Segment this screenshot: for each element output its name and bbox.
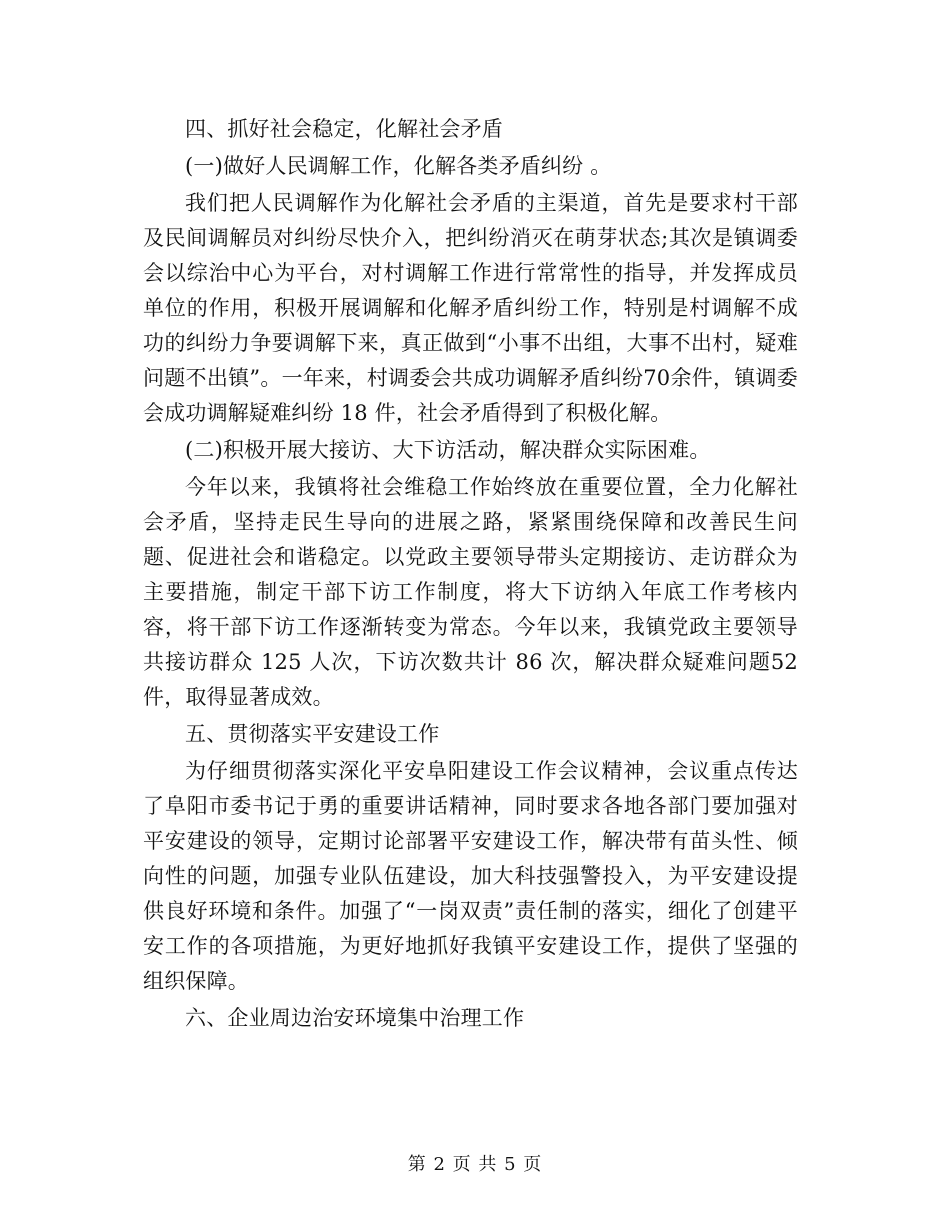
section-heading-4: 四、抓好社会稳定，化解社会矛盾 — [185, 117, 503, 141]
paragraph-safety-construction: 为仔细贯彻落实深化平安阜阳建设工作会议精神，会议重点传达了阜阳市委书记于勇的重要讲话精神，同时要求各地各部门要加强对平安建设的领导，定期讨论部署平安建设工作，解决带有苗头性、倾向性的问题，加强专业队伍建设，加大科技强警投入，为平安建设提供良好环境和条件。加强了“一岗双责”责任制的落实，细化了创建平安工作的各项措施，为更好地抓好我镇平安建设工作，提供了坚强的组织保障。 — [143, 759, 798, 993]
section-heading-6: 六、企业周边治安环境集中治理工作 — [185, 1006, 525, 1030]
section-heading-5: 五、贯彻落实平安建设工作 — [185, 722, 440, 746]
subsection-heading-4-2: (二)积极开展大接访、大下访活动，解决群众实际困难。 — [185, 438, 711, 462]
paragraph-visits: 今年以来，我镇将社会维稳工作始终放在重要位置，全力化解社会矛盾，坚持走民生导向的进展之路，紧紧围绕保障和改善民生问题、促进社会和谐稳定。以党政主要领导带头定期接访、走访群众为主要措施，制定干部下访工作制度，将大下访纳入年底工作考核内容，将干部下访工作逐渐转变为常态。今年以来，我镇党政主要领导共接访群众 125 人次，下访次数共计 86 次，解决群众疑难问题52件，取得显著成效。 — [143, 475, 798, 709]
page-number-footer: 第 2 页 共 5 页 — [407, 1154, 543, 1175]
paragraph-mediation: 我们把人民调解作为化解社会矛盾的主渠道，首先是要求村干部及民间调解员对纠纷尽快介入，把纠纷消灭在萌芽状态;其次是镇调委会以综治中心为平台，对村调解工作进行常常性的指导，并发挥成员单位的作用，积极开展调解和化解矛盾纠纷工作，特别是村调解不成功的纠纷力争要调解下来，真正做到“小事不出组，大事不出村，疑难问题不出镇”。一年来，村调委会共成功调解矛盾纠纷70余件，镇调委会成功调解疑难纠纷 18 件，社会矛盾得到了积极化解。 — [143, 191, 798, 425]
document-body — [143, 110, 798, 1036]
subsection-heading-4-1: (一)做好人民调解工作，化解各类矛盾纠纷 。 — [185, 154, 612, 178]
